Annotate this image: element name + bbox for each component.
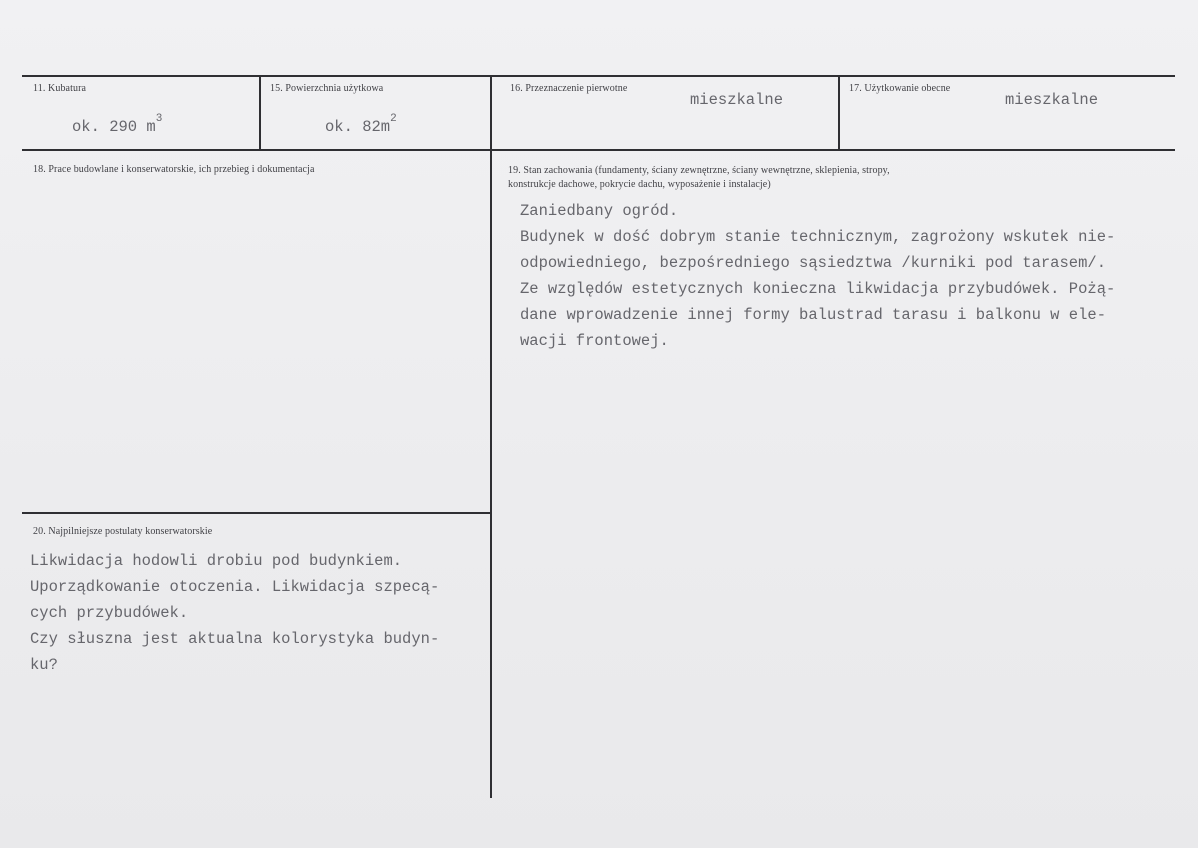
field-15-value [325,113,397,137]
field-19-line: Ze względów estetycznych konieczna likwidacja przybudówek. Pożą- [520,280,1116,298]
main-vertical-divider [490,76,492,798]
field-19-label-line2: konstrukcje dachowe, pokrycie dachu, wyposażenie i instalacje) [508,179,771,190]
field20-top-rule [22,512,492,514]
field-19-text [520,198,1115,354]
field-19-label-line1: 19. Stan zachowania (fundamenty, ściany zewnętrzne, ściany wewnętrzne, sklepienia, stropy, [508,165,890,176]
field-20-line: Likwidacja hodowli drobiu pod budynkiem. [30,552,403,570]
divider-11-15 [259,76,261,150]
field-20-text [30,548,439,678]
field-19-line: Zaniedbany ogród. [520,202,679,220]
field-11-value [72,113,163,137]
field-16-label: 16. Przeznaczenie pierwotne [510,83,628,94]
field-18-label: 18. Prace budowlane i konserwatorskie, ich przebieg i dokumentacja [33,164,315,175]
field-19-line: wacji frontowej. [520,332,669,350]
row1-bottom-rule [22,149,1175,151]
field-19-line: Budynek w dość dobrym stanie technicznym, zagrożony wskutek nie- [520,228,1116,246]
field-20-label: 20. Najpilniejsze postulaty konserwatorskie [33,526,213,537]
divider-16-17 [838,76,840,150]
field-15-label: 15. Powierzchnia użytkowa [270,83,384,94]
field-15-value-text: ok. 82m [325,118,391,137]
field-20-line: Czy słuszna jest aktualna kolorystyka budyn- [30,630,440,648]
field-16-value: mieszkalne [690,91,784,109]
field-11-label: 11. Kubatura [33,83,87,94]
field-19-line: dane wprowadzenie innej formy balustrad tarasu i balkonu w ele- [520,306,1106,324]
field-15-value-exponent: 2 [390,113,397,125]
field-11-value-text: ok. 290 m [72,118,156,137]
field-17-value: mieszkalne [1005,91,1099,109]
field-20-line: cych przybudówek. [30,604,189,622]
field-19-line: odpowiedniego, bezpośredniego sąsiedztwa /kurniki pod tarasem/. [520,254,1106,272]
field-17-label: 17. Użytkowanie obecne [849,83,951,94]
field-11-value-exponent: 3 [155,113,163,125]
field-20-line: Uporządkowanie otoczenia. Likwidacja szpecą- [30,578,440,596]
top-rule [22,75,1175,77]
field-20-line: ku? [30,656,58,674]
